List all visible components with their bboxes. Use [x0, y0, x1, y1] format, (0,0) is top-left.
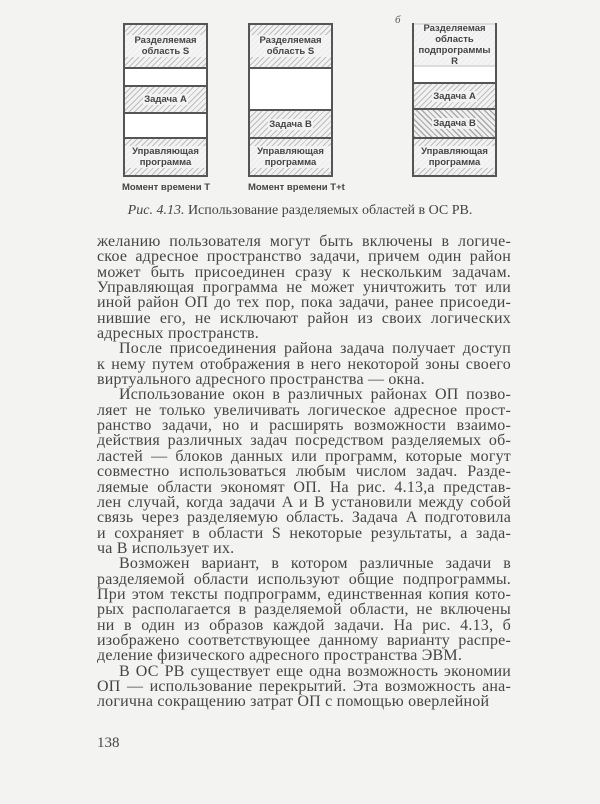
segment-label: Разделяемая область S — [125, 35, 206, 57]
text-line: Использование окон в различных районах ОП позво- — [119, 386, 511, 404]
segment-free — [125, 69, 206, 87]
text-line: логична сокращению затрат ОП с помощью оверлейной — [97, 693, 490, 711]
text-line: ОП — использование перекрытий. Эта возможность ана- — [97, 677, 511, 695]
text-line: нившие его, не исключают район из своих логических — [97, 309, 511, 327]
text-line: разделяемой области используют общие подпрограммы. — [97, 570, 511, 588]
text-line: ляемые области экономят ОП. На рис. 4.13,а представ- — [97, 478, 511, 496]
segment-label: Разделяемая область подпрограммы R — [414, 23, 495, 67]
segment-control-program — [125, 139, 206, 175]
text-line: ское адресное пространство задачи, причем один район — [97, 248, 511, 266]
text-line: может быть присоединен сразу к нескольким задачам. — [97, 263, 511, 281]
page-number: 138 — [97, 735, 120, 751]
segment-task-b — [414, 110, 495, 139]
text-line: ранство задачи, но и расширять возможности взаимо- — [97, 417, 511, 435]
caption-text: Использование разделяемых областей в ОС РВ. — [184, 203, 473, 218]
text-line: виртуального адресного пространства — окна. — [97, 371, 425, 389]
segment-free — [414, 67, 495, 84]
figure-caption — [0, 203, 600, 219]
segment-free — [125, 114, 206, 139]
segment-control-program — [414, 139, 495, 175]
text-line: После присоединения района задача получает доступ — [119, 340, 511, 358]
segment-label: Задача А — [433, 90, 476, 102]
text-line: Возможен вариант, в котором различные задачи в — [119, 555, 511, 573]
segment-free — [250, 69, 331, 111]
segment-label: Управляющая программа — [125, 146, 206, 168]
diagram-label-t-plus-t: Момент времени T+t — [248, 182, 345, 193]
text-line: и сохраняет в области S некоторые результаты, а зада- — [97, 524, 511, 542]
segment-label: Управляющая программа — [414, 146, 495, 168]
memory-diagram-t — [123, 23, 208, 177]
segment-label: Разделяемая область S — [250, 35, 331, 57]
text-line: к нему путем отображения в него некоторой зоны своего — [97, 355, 511, 373]
text-line: лен случай, когда задачи A и B установили между собой — [97, 493, 511, 511]
text-line: Управляющая программа не может уничтожить тот или — [97, 279, 511, 297]
panel-b-label: б — [395, 14, 401, 26]
segment-shared-area-s — [125, 25, 206, 69]
segment-label: Управляющая программа — [250, 146, 331, 168]
text-line: деление физического адресного пространства ЭВМ. — [97, 647, 463, 665]
segment-label: Задача А — [144, 94, 187, 105]
caption-prefix: Рис. 4.13. — [127, 203, 185, 218]
text-line: совместно использоваться любым числом задач. Разде- — [97, 463, 511, 481]
text-line: иной район ОП до тех пор, пока задачи, ранее присоеди- — [97, 294, 511, 312]
text-line: ляет не только увеличивать логическое адресное прост- — [97, 401, 511, 419]
text-line: рых располагается в разделяемой области, не включены — [97, 601, 511, 619]
text-line: изображено соответствующее данному варианту распре- — [97, 631, 511, 649]
segment-task-a — [125, 87, 206, 114]
text-line: действия различных задач посредством разделяемых об- — [97, 432, 511, 450]
segment-label: Задача В — [433, 118, 476, 129]
text-line: связь через разделяемую область. Задача A подготовила — [97, 509, 511, 527]
text-line: адресных пространств. — [97, 325, 259, 343]
memory-diagram-t-plus-t — [248, 23, 333, 177]
body-text — [97, 234, 511, 710]
segment-task-a — [414, 84, 495, 110]
text-line: В ОС РВ существует еще одна возможность экономии — [119, 662, 511, 680]
segment-control-program — [250, 139, 331, 175]
segment-task-b — [250, 111, 331, 139]
text-line: ча B использует их. — [97, 539, 235, 557]
diagram-label-t: Момент времени T — [122, 182, 211, 193]
segment-shared-area-s — [250, 25, 331, 69]
segment-shared-subprogram-r — [414, 25, 495, 67]
text-line: ластей — блоков данных или программ, которые могут — [97, 447, 511, 465]
text-line: ни в один из образов каждой задачи. На рис. 4.13, б — [97, 616, 511, 634]
memory-diagram-b — [412, 23, 497, 177]
text-line: желанию пользователя могут быть включены в логиче- — [97, 233, 511, 250]
segment-label: Задача В — [269, 118, 312, 130]
text-line: При этом тексты подпрограмм, единственная копия кото- — [97, 585, 511, 603]
